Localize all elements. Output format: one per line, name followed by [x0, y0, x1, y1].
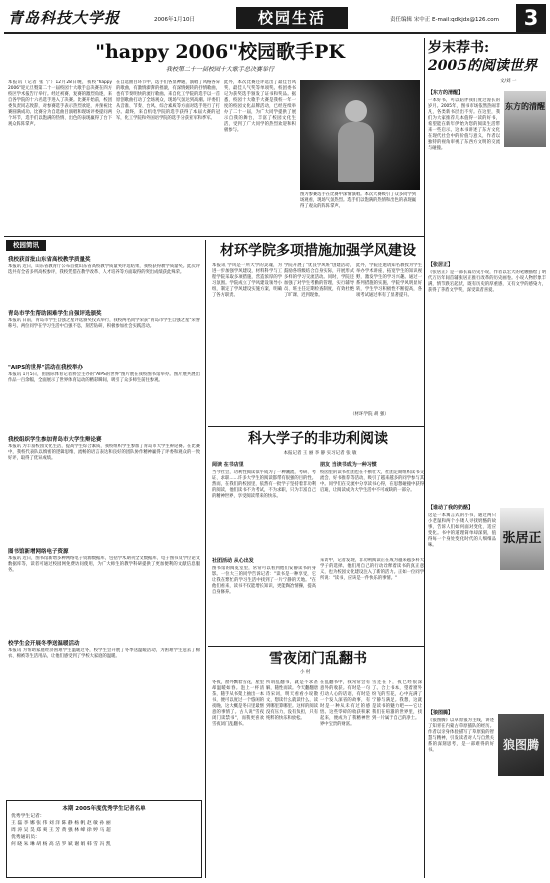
book-section-text-cont [502, 150, 546, 260]
reporter-list-row: 优秀通讯员： [11, 835, 40, 840]
lead-subheadline: 我校第二十一届校园十大歌手总决赛举行 [165, 66, 274, 73]
book-section-head: 【东方的清醒】 [428, 90, 464, 96]
masthead [4, 4, 546, 34]
reading-column-4: 采访中，记者发现，非功利阅读正在成为越来越多科大学子的选择。他们用自己的行动诠释着读书的真正意义，也为校园文化建设注入了新的活力。正如一位同学所说："读书，应该是一件快乐的事情。" [320, 558, 424, 581]
lead-column-1: 本报讯（记者 张 宁）12月28日晚，我校"happy 2006"迎元旦暨第二十一届校园十大歌手总决赛在四方校区学术报告厅举行。经过初赛、复赛的激烈角逐，来自各学院的十六名选手进入了决赛。比赛开始前，校团委负责同志致辞，对参赛选手表示热烈欢迎，并预祝比赛圆满成功。比赛分为自选曲目演唱和现场评委提问两个环节，选手们以饱满的热情、出色的表现赢得了台下观众阵阵掌声。 [8, 80, 112, 127]
brief-text: 本报讯 为帮助家庭经济困难学生温暖过冬，校学生会开展了冬季送温暖活动，为困难学生送去了棉衣、棉被等生活用品，让他们感受到了学校大家庭的温暖。 [8, 648, 200, 659]
divider-horizontal [4, 236, 424, 237]
study-style-column-2: 学院开展了"优良学风班"创建活动，鼓励各班级结合自身实际，开展形式多样的学习交流活动。同时，学院还加强了对学生考勤的管理，实行辅导员、班主任定期检查制度，有效杜绝了旷课、迟到现象。 [284, 263, 354, 298]
lead-column-2: 在自选曲目环节中，选手们各显神通，演唱了风格各异的歌曲，有激情澎湃的摇滚，有深情婉转的抒情歌曲，也有节奏明快的流行歌曲。来自化工学院的选手以一首原创歌曲打动了全场观众，现场气氛达到高潮。评委们从音准、节奏、台风、综合素质等方面对选手进行了打分。最终，来自机电学院的选手获得了本届大赛的冠军，化工学院和外国语学院的选手分获亚军和季军。 [116, 80, 220, 121]
reporter-list-row: 优秀学生记者： [11, 814, 45, 819]
newspaper-brand: 青岛科技大学报 [8, 9, 121, 27]
brief-section-label: 校园简讯 [6, 240, 46, 251]
reading-column-2: 图书馆的阅览室里，常常可以看到他们安静读书的身影。一位大三的同学告诉记者："读书是一种享受，它让我在繁忙的学习生活中找到了一片宁静的天地。"在他们看来，读书不仅能增长知识，更能陶冶情操，提高自身修养。 [212, 566, 316, 595]
book-section-text: 《狼图腾》以草原狼为主线，讲述了知青在内蒙古草原插队的经历。作者以亲身体验描写了草原狼的智慧与精神，引发读者对人与自然关系的深刻思考，是一部难得的好书。 [428, 718, 494, 753]
brief-text: 本报讯 近日，图书馆新增多种网络电子资源数据库，包括学术期刊全文数据库、电子图书及学位论文数据库等，读者可通过校园网免费访问使用，为广大师生的教学科研提供了更加便利的文献信息服务。 [8, 556, 200, 573]
book-section-text: 《张居正》是一部长篇历史小说，作者以宏大的笔触描绘了明代万历年间首辅张居正推行改革的历史画卷。小说人物形象丰满，情节跌宕起伏，既有历史的厚重感，又有文学的感染力，获得了茅盾文学奖，深受读者喜爱。 [428, 270, 546, 293]
book-section-head: 【谁动了我的奶酪】 [428, 505, 474, 511]
essay-column-2: 所谓乱翻书，就是不求甚解，随性而读。今天翻翻唐诗宋词，明天看看小说散文，想读什么就读什么，读到哪里算哪里。这样的阅读没有压力，没有负担，只有纯粹的快乐和放松。 [266, 680, 318, 721]
singer-head-shape [345, 100, 367, 122]
side-headline: 岁末荐书: [428, 40, 490, 56]
reading-subhead: 阅读 在书店里 [212, 462, 244, 468]
study-style-byline: （材环学院 胡 强） [350, 412, 389, 417]
book-cover-image: 东方的清醒 [504, 91, 546, 147]
reading-subhead: 朋友 当读书成为一种习惯 [320, 462, 377, 468]
lead-headline: "happy 2006"校园歌手PK [95, 41, 345, 63]
divider-vertical [205, 240, 206, 878]
brief-headline: 校学生会开展冬季送温暖活动 [8, 641, 80, 647]
reporter-list-row: 王 磊 李 娜 张 伟 刘 洋 陈 静 杨 帆 赵 敏 孙 丽 [11, 821, 111, 826]
brief-headline: 我校获首批山东省高校教学质量奖 [8, 257, 91, 263]
study-style-column-3: 此外，学院还邀请知名教授为学生举办学术讲座，拓宽学生的知识视野，激发学生的学习兴趣。通过一系列措施的实施，学院学风明显好转，学生学习积极性不断提高，各项考试通过率有了显著提升。 [356, 263, 422, 298]
reading-byline: 本报记者 王 丽 李 静 实习记者 张 敏 [283, 451, 357, 456]
page-number: 3 [516, 4, 546, 32]
reporter-list-row: 何 晓 朱 琳 胡 杨 高 洁 罗 斌 谢 娟 韩 雪 冯 凯 [11, 842, 111, 847]
lead-column-3: 此外，本次比赛还评选出了最佳台风奖、最佳人气奖等单项奖。校团委书记为获奖选手颁发了证书和奖品。据悉，校园十大歌手大赛是我校一年一度的校园文化品牌活动，已经连续举办了二十一届，为广大同学提供了展示自我的舞台，丰富了校园文化生活，受到了广大同学的热烈欢迎和积极参与。 [224, 80, 296, 133]
brief-headline: 我校组织学生参加青岛市大学生辩论赛 [8, 437, 102, 443]
study-style-column-1: 本报讯 学风是一所大学的灵魂，为进一步加强学风建设，材料科学与工程学院采取多项措施，营造浓厚的学习氛围。学院成立了学风建设领导小组，制定了学风建设实施方案，明确了各方职责。 [212, 263, 282, 298]
study-style-headline: 材环学院多项措施加强学风建设 [220, 243, 416, 259]
divider-horizontal [208, 646, 424, 647]
book-cover-image: 狼图腾 [498, 714, 544, 776]
book-cover-image: 张居正 [500, 508, 544, 570]
brief-text: 本报讯 1月5日，由国际体育记者协会主办的"AIPS的世界"图片展在我校图书馆举办。图片展共展出作品一百余幅，全面展示了世界体育运动的精彩瞬间，吸引了众多师生前往参观。 [8, 372, 200, 383]
book-section-text: 一本好书，可以陪伴我们度过漫长的岁月。2005年，图书市场依然热闹非凡，各类新书层出不穷。在这里，我们为大家推荐几本值得一读的好书，希望能在新年伊始为您的阅读生活带来一些启示。这本书讲述了东方文化在现代社会中的价值与意义，作者以独特的视角审视了东西方文明的交流与碰撞。 [428, 98, 500, 151]
reporter-list-row: 周 涛 吴 昊 郑 爽 王 芳 黄 强 林 峰 徐 婷 马 超 [11, 828, 111, 833]
essay-headline: 雪夜闭门乱翻书 [269, 651, 367, 667]
brief-headline: 青岛市学生帮助困难学生自强评选颁奖 [8, 311, 102, 317]
section-title: 校园生活 [236, 7, 348, 29]
reporter-list-box [6, 800, 202, 878]
brief-headline: 图书馆新增网络电子资源 [8, 549, 69, 555]
reading-column-1: 当今社会，功利性阅读似乎成为了一种潮流，考研、考证、求职……许多大学生的阅读都带有很强的目的性。然而，在我们的校园里，依然有一批学子坚持着非功利的阅读，他们读书不为考试，不为求职，只为丰富自己的精神世界，享受阅读带来的快乐。 [212, 470, 316, 499]
brief-text: 本报讯 近日，山东省教育厅公布首批山东省高校教学质量奖评选结果，我校获得教学质量奖。此次评选共有全省多所高校参评，我校凭借在教学改革、人才培养等方面取得的突出成绩获此殊荣。 [8, 264, 200, 275]
brief-text: 本报讯 为丰富校园文化生活，提高学生综合素质，我校组织学生参加了青岛市大学生辩论赛。在比赛中，我校代表队以缜密的逻辑思维、流畅的语言表达和良好的团队协作精神赢得了评委和观众的一致好评，取得了优异成绩。 [8, 444, 200, 461]
essay-column-1: 冬夜，窗外飘着雪花，屋里却温暖如春。泡上一杯清茶，随手从书架上抽出一本书，便可以度过一个悠闲的夜晚。这大概是冬日里最惬意的事情了。古人说"雪夜闭门读禁书"，而我更喜欢雪夜闭门乱翻书。 [212, 680, 264, 727]
photo-caption: 图为参赛选手在比赛中深情演唱。本次大赛吸引了众多同学到场观看，现场气氛热烈。选手们以饱满的热情和出色的表现赢得了观众的阵阵掌声。 [300, 192, 417, 209]
reading-headline: 科大学子的非功利阅读 [248, 431, 388, 447]
brief-headline: "AIPS的世界"活动在我校举办 [8, 365, 84, 371]
divider-vertical [424, 38, 425, 878]
side-headline-2: 2005的阅读世界 [428, 58, 537, 74]
singer-body-shape [338, 122, 374, 182]
brief-text: 本报讯 日前，青岛市学生自强之星评选颁奖仪式举行，我校两名同学荣获"青岛市学生自强之星"荣誉称号。两位同学在学习生活中自强不息，刻苦钻研，积极参加社会实践活动。 [8, 318, 200, 329]
essay-byline: 小 村 [300, 670, 311, 675]
essay-column-3: 在乱翻书中，我常常会有意外的收获。有时是一句打动人心的话语，有时是一个发人深省的故事，有时是一种从未有过的感悟。这些零碎的收获积累起来，便成为了我精神世界中宝贵的财富。 [320, 680, 370, 727]
singer-photo [300, 80, 420, 190]
issue-date: 2006年1月10日 [154, 17, 195, 23]
reading-subhead: 社团活动 从心出发 [212, 558, 254, 564]
divider-horizontal [208, 426, 424, 427]
book-section-text: 这是一本寓言式的小书，通过两只小老鼠和两个小矮人寻找奶酪的故事，告诉人们如何面对变化、适应变化。书中的道理简单却深刻，值得每一个身处变化时代的人细细品味。 [428, 513, 496, 548]
book-section-head: 【狼图腾】 [428, 710, 454, 716]
book-section-head: 【张居正】 [428, 262, 454, 268]
side-byline: 文/刘 一 [500, 79, 517, 84]
editor-line: 责任编辑 宋中正 E-mail:qdkjdx@126.com [390, 17, 500, 23]
reading-column-3: 校园里的读书社团也在不断壮大，社团定期组织读书交流会、好书推荐等活动，吸引了越来越多的同学参与其中。同学们在交流中分享读书心得，在思想碰撞中获得启迪，让阅读成为大学生活中不可或缺的一部分。 [320, 470, 424, 493]
reporter-list-title: 本期 2005年度优秀学生记者名单 [62, 806, 146, 812]
essay-column-4: 雪还在下，夜已经很深了。合上书本，望着窗外纷飞的雪花，心中充满了宁静与满足。我想，这就是读书的魅力吧——它让我们在喧嚣的世界里，找到一片属于自己的净土。 [372, 680, 422, 721]
